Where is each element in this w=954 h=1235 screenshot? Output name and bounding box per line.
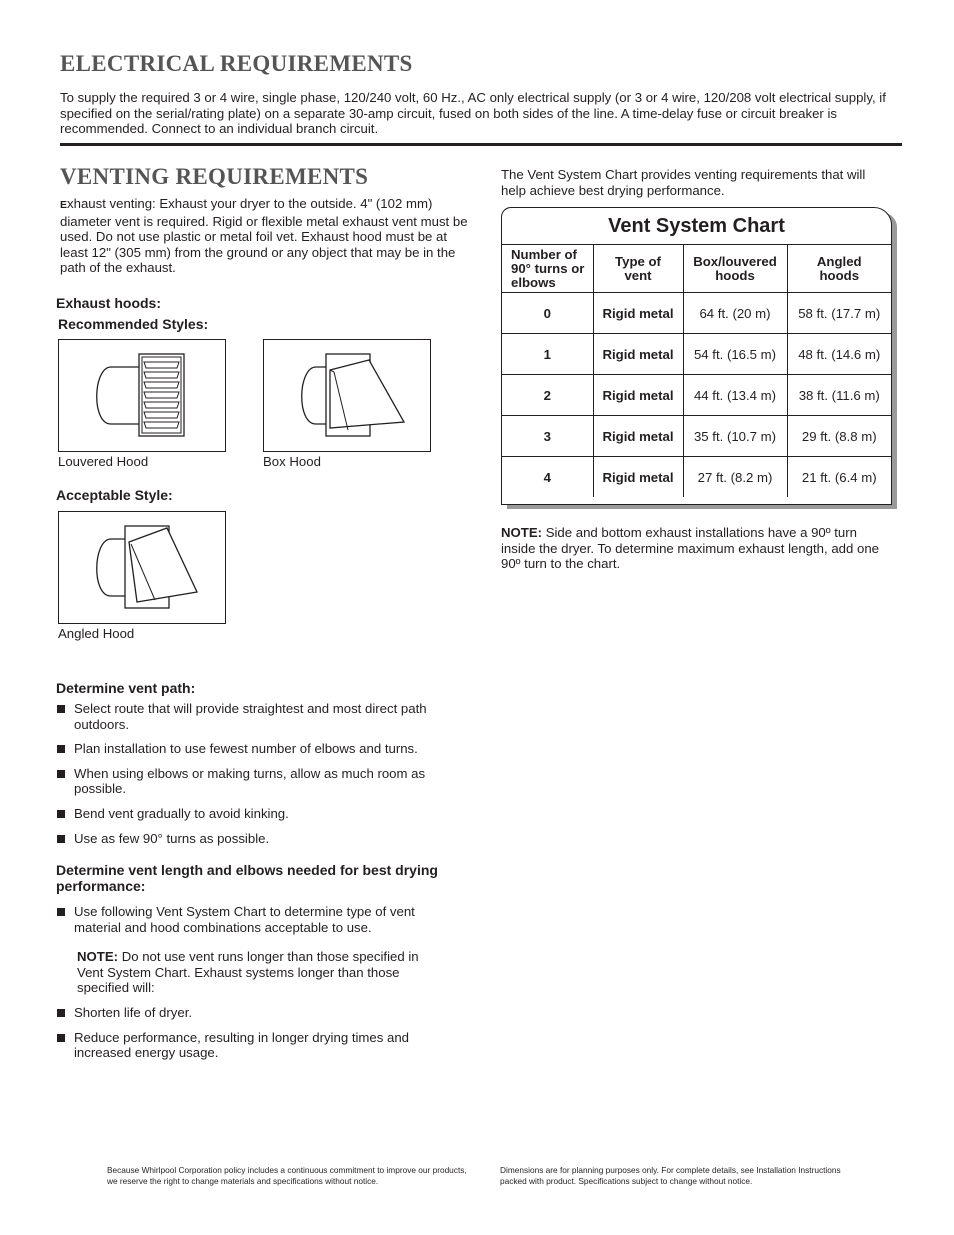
angled-hood-figure	[58, 511, 226, 624]
venting-heading: VENTING REQUIREMENTS	[60, 164, 369, 189]
table-row	[502, 416, 891, 457]
note-label: NOTE:	[77, 949, 119, 964]
note-label: NOTE:	[501, 525, 543, 540]
list-item: Plan installation to use fewest number of elbows and turns.	[56, 741, 456, 757]
footer-left: Because Whirlpool Corporation policy includes a continuous commitment to improve our products, we reserve the right to change materials and specifications without notice.	[107, 1165, 467, 1186]
list-item: Use following Vent System Chart to determine type of vent material and hood combinations acceptable to use.	[56, 904, 456, 935]
list-item: Reduce performance, resulting in longer drying times and increased energy usage.	[56, 1030, 456, 1061]
venting-intro	[60, 196, 472, 276]
list-item: Bend vent gradually to avoid kinking.	[56, 806, 456, 822]
box-louvered-cell: 35 ft. (10.7 m)	[683, 416, 787, 457]
box-louvered-cell: 44 ft. (13.4 m)	[683, 375, 787, 416]
angled-cell: 38 ft. (11.6 m)	[787, 375, 891, 416]
louvered-hood-icon	[59, 340, 225, 451]
table-row	[502, 293, 891, 334]
angled-cell: 29 ft. (8.8 m)	[787, 416, 891, 457]
type-cell: Rigid metal	[593, 457, 683, 498]
vent-path-heading: Determine vent path:	[56, 680, 196, 696]
turns-cell: 1	[502, 334, 593, 375]
louvered-hood-figure	[58, 339, 226, 452]
box-louvered-cell: 64 ft. (20 m)	[683, 293, 787, 334]
exhaust-hoods-label: Exhaust hoods:	[56, 295, 162, 311]
list-item: Select route that will provide straightest and most direct path outdoors.	[56, 701, 456, 732]
acceptable-style-label: Acceptable Style:	[56, 487, 173, 503]
box-louvered-cell: 54 ft. (16.5 m)	[683, 334, 787, 375]
venting-intro-text: xhaust venting: Exhaust your dryer to the outside. 4" (102 mm) diameter vent is required. Rigid or flexible metal exhaust vent must be used. Do not use plastic or metal foil vet. Exhaust hood must be at least 12" (305 mm) from the ground or any object that may be in the path of the exhaust.	[60, 196, 468, 276]
turns-cell: 3	[502, 416, 593, 457]
angled-cell: 48 ft. (14.6 m)	[787, 334, 891, 375]
louvered-hood-caption: Louvered Hood	[58, 454, 149, 469]
col-header-angled: Angled hoods	[787, 245, 891, 293]
list-item: When using elbows or making turns, allow as much room as possible.	[56, 766, 456, 797]
box-hood-figure	[263, 339, 431, 452]
drop-letter: E	[60, 199, 68, 211]
chart-intro: The Vent System Chart provides venting requirements that will help achieve best drying performance.	[501, 167, 866, 198]
list-item: Use as few 90° turns as possible.	[56, 831, 456, 847]
type-cell: Rigid metal	[593, 416, 683, 457]
type-cell: Rigid metal	[593, 334, 683, 375]
col-header-type: Type of vent	[593, 245, 683, 293]
list-item: Shorten life of dryer.	[56, 1005, 456, 1021]
vent-length-list	[56, 904, 456, 935]
angled-hood-icon	[59, 512, 225, 623]
table-row	[502, 375, 891, 416]
note-text: Side and bottom exhaust installations have a 90º turn inside the dryer. To determine maximum exhaust length, add one 90º turn to the chart.	[501, 525, 880, 572]
angled-hood-caption: Angled Hood	[58, 626, 135, 641]
box-hood-icon	[264, 340, 430, 451]
turns-cell: 4	[502, 457, 593, 498]
vent-system-chart	[501, 207, 892, 505]
table-row	[502, 334, 891, 375]
vent-table	[502, 245, 891, 497]
electrical-heading: ELECTRICAL REQUIREMENTS	[60, 51, 413, 76]
turns-cell: 2	[502, 375, 593, 416]
col-header-box-louvered: Box/louvered hoods	[683, 245, 787, 293]
type-cell: Rigid metal	[593, 375, 683, 416]
box-hood-caption: Box Hood	[263, 454, 321, 469]
recommended-styles-label: Recommended Styles:	[58, 316, 209, 332]
chart-note	[501, 525, 889, 572]
table-header-row	[502, 245, 891, 293]
angled-cell: 21 ft. (6.4 m)	[787, 457, 891, 498]
angled-cell: 58 ft. (17.7 m)	[787, 293, 891, 334]
will-list	[56, 1005, 456, 1061]
length-note	[77, 949, 447, 996]
chart-title: Vent System Chart	[502, 208, 891, 245]
table-row	[502, 457, 891, 498]
type-cell: Rigid metal	[593, 293, 683, 334]
box-louvered-cell: 27 ft. (8.2 m)	[683, 457, 787, 498]
note-text: Do not use vent runs longer than those specified in Vent System Chart. Exhaust systems longer than those specified will:	[77, 949, 419, 996]
turns-cell: 0	[502, 293, 593, 334]
section-divider	[60, 143, 902, 146]
footer-right: Dimensions are for planning purposes only. For complete details, see Installation Instructions packed with product. Specifications subject to change without notice.	[500, 1165, 841, 1186]
vent-path-list	[56, 701, 456, 846]
col-header-turns: Number of 90° turns or elbows	[502, 245, 593, 293]
electrical-text: To supply the required 3 or 4 wire, single phase, 120/240 volt, 60 Hz., AC only electrical supply (or 3 or 4 wire, 120/208 volt electrical supply, if specified on the serial/rating plate) on a separate 30-amp circuit, fused on both sides of the line. A time-delay fuse or circuit breaker is recommended. Connect to an individual branch circuit.	[60, 90, 886, 137]
vent-length-heading: Determine vent length and elbows needed for best drying performance:	[56, 862, 438, 894]
